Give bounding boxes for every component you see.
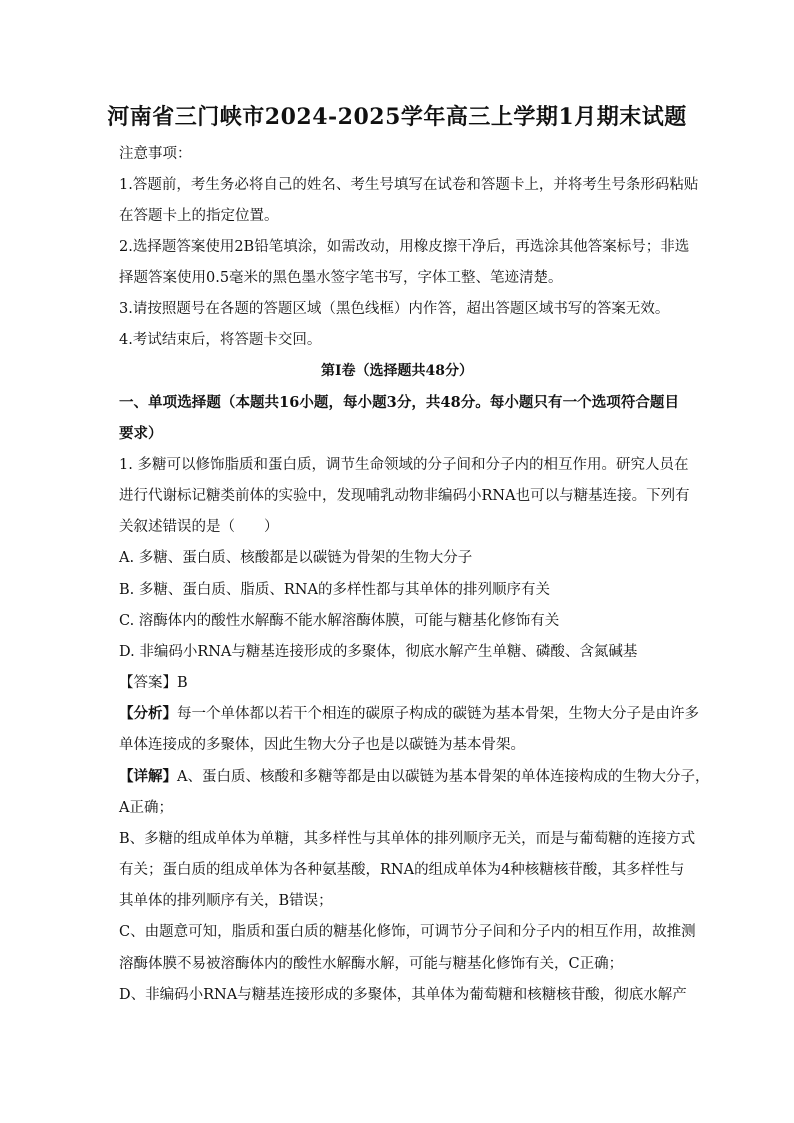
detail-line: D、非编码小RNA与糖基连接形成的多聚体，其单体为葡萄糖和核糖核苷酸，彻底水解产 [119,987,687,1003]
detail-line: 溶酶体膜不易被溶酶体内的酸性水解酶水解，可能与糖基化修饰有关，C正确； [119,956,624,972]
detail-label: 【详解】 [119,768,177,785]
notice-line: 4.考试结束后，将答题卡交回。 [119,332,322,348]
detail-line: 有关；蛋白质的组成单体为各种氨基酸，RNA的组成单体为4种核糖核苷酸，其多样性与 [119,862,685,878]
detail-line: B、多糖的组成单体为单糖，其多样性与其单体的排列顺序无关，而是与葡萄糖的连接方式 [119,831,696,847]
detail-text: A、蛋白质、核酸和多糖等都是由以碳链为基本骨架的单体连接构成的生物大分子， [177,769,710,785]
part-heading: 要求） [119,425,163,442]
detail-line: 其单体的排列顺序有关，B错误； [119,893,333,909]
question-stem: 关叙述错误的是（ ） [119,519,279,535]
analysis-line: 单体连接成的多聚体，因此生物大分子也是以碳链为基本骨架。 [119,737,525,753]
analysis-text: 每一个单体都以若干个相连的碳原子构成的碳链为基本骨架，生物大分子是由许多 [177,706,699,722]
notice-line: 3.请按照题号在各题的答题区域（黑色线框）内作答，超出答题区域书写的答案无效。 [119,301,670,317]
detail-line: C、由题意可知，脂质和蛋白质的糖基化修饰，可调节分子间和分子内的相互作用，故推测 [119,924,696,940]
option-d: D. 非编码小RNA与糖基连接形成的多聚体，彻底水解产生单糖、磷酸、含氮碱基 [119,644,638,660]
notice-line: 2.选择题答案使用2B铅笔填涂，如需改动，用橡皮擦干净后，再选涂其他答案标号；非选 [119,239,690,255]
detail-line [119,767,710,787]
page-title: 河南省三门峡市2024-2025学年高三上学期1月期末试题 [107,104,687,130]
option-c: C. 溶酶体内的酸性水解酶不能水解溶酶体膜，可能与糖基化修饰有关 [119,613,560,629]
question-stem: 进行代谢标记糖类前体的实验中，发现哺乳动物非编码小RNA也可以与糖基连接。下列有 [119,488,690,504]
notice-line: 择题答案使用0.5毫米的黑色墨水签字笔书写，字体工整、笔迹清楚。 [119,270,563,286]
part-heading: 一、单项选择题（本题共16小题，每小题3分，共48分。每小题只有一个选项符合题目 [119,394,679,411]
analysis-label: 【分析】 [119,705,177,722]
notice-line: 在答题卡上的指定位置。 [119,208,279,224]
option-b: B. 多糖、蛋白质、脂质、RNA的多样性都与其单体的排列顺序有关 [119,582,550,598]
answer-line: 【答案】B [119,675,188,691]
notice-line: 1.答题前，考生务必将自己的姓名、考生号填写在试卷和答题卡上，并将考生号条形码粘贴 [119,177,699,193]
option-a: A. 多糖、蛋白质、核酸都是以碳链为骨架的生物大分子 [119,550,473,566]
analysis-line [119,704,699,724]
question-stem: 1. 多糖可以修饰脂质和蛋白质，调节生命领域的分子间和分子内的相互作用。研究人员在 [119,457,689,473]
section-title: 第Ⅰ卷（选择题共48分） [320,363,474,379]
detail-line: A正确； [119,800,173,816]
notice-heading: 注意事项： [119,146,192,162]
